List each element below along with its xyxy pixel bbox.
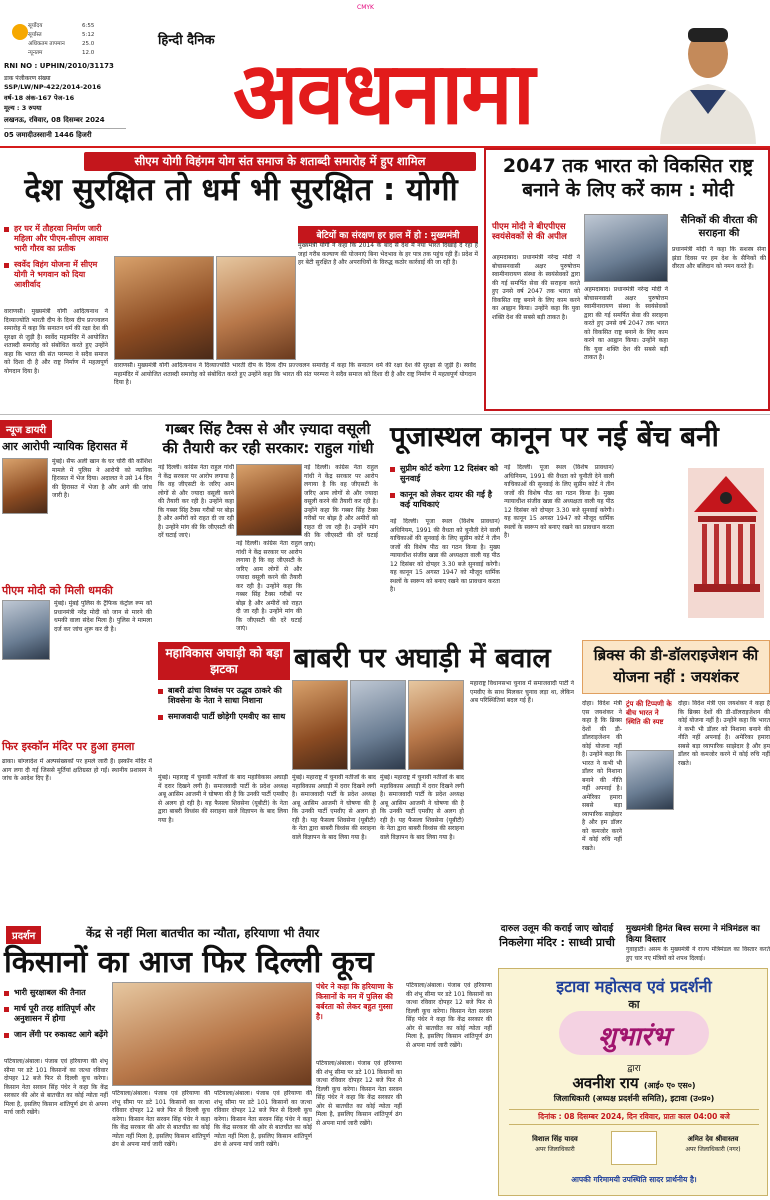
pooja-body: नई दिल्ली। पूजा स्थल (विशेष प्रावधान) अधिनियम, 1991 की वैधता को चुनौती देने वाली याचिकाओं की सुनवाई के लिए सुप्रीम कोर्ट ने तीन जजों की विशेष पीठ का गठन किया है। मुख्य न्यायाधीश संजीव खन्ना की अध्यक्षता वाली यह पीठ 12 दिसंबर को दोपहर 3.30 बजे सुनवाई करेगी। यह कानून 15 अगस्त 1947 को मौजूद धार्मिक स्थलों के स्वरूप को बनाए रखने का प्रावधान करता है। (390, 518, 500, 593)
farmers-story (0, 924, 490, 1200)
news-diary-tag: न्यूज डायरी (0, 420, 52, 438)
weather-value: 5:12 (82, 32, 95, 38)
babri-bullets (158, 686, 288, 728)
issue-info: वर्ष-18 अंक-167 पेज-16 (4, 94, 75, 102)
babri-body-2: मुंबई। महाराष्ट्र में चुनावी नतीजों के बाद महाविकास अघाड़ी में दरार दिखने लगी है। समाजवादी पार्टी के प्रदेश अध्यक्ष अबू आसिम आजमी ने घोषणा की है कि उनकी पार्टी एमवीए से अलग हो रही है। यह फैसला शिवसेना (यूबीटी) के नेता द्वारा बाबरी विध्वंस की सराहना वाले विज्ञापन के बाद लिया गया है। (292, 774, 376, 841)
diary-item-text: मुंबई। मुंबई पुलिस के ट्रैफिक कंट्रोल रूम को प्रधानमंत्री नरेंद्र मोदी को जान से मारने की धमकी वाला संदेश मिला है। पुलिस ने मामला दर्ज कर जांच शुरू कर दी है। (54, 600, 152, 633)
babri-story (158, 640, 578, 922)
gabbar-headline: गब्बर सिंह टैक्स से और ज़्यादा वसूली की तैयारी कर रही सरकार: राहुल गांधी (162, 420, 374, 457)
ad-name-line (499, 1073, 769, 1093)
ad-name-suffix: (आई० ए० एस०) (643, 1081, 696, 1090)
babri-body: मुंबई। महाराष्ट्र में चुनावी नतीजों के बाद महाविकास अघाड़ी में दरार दिखने लगी है। समाजवादी पार्टी के प्रदेश अध्यक्ष अबू आसिम आजमी ने घोषणा की है कि उनकी पार्टी एमवीए से अलग हो रही है। यह फैसला शिवसेना (यूबीटी) के नेता द्वारा बाबरी विध्वंस की सराहना वाले विज्ञापन के बाद लिया गया है। (158, 774, 288, 824)
farmers-bullet: मार्च पूरी तरह शांतिपूर्ण और अनुशासन में होगा (4, 1004, 108, 1024)
modi-body: अहमदाबाद। प्रधानमंत्री नरेन्द्र मोदी ने बोचासनवासी अक्षर पुरुषोत्तम स्वामीनारायण संस्था के स्वयंसेवकों द्वारा की गई समर्पित सेवा की सराहना करते हुए उनसे वर्ष 2047 तक भारत को विकसित राष्ट्र बनाने के लिए काम करने का आह्वान किया। उन्होंने कहा कि युवा शक्ति देश की सबसे बड़ी ताकत है। (492, 254, 580, 321)
postal-label: डाक पंजीकरण संख्या (4, 75, 51, 82)
mukh-headline: मुख्यमंत्री हिमंत बिस्व सरमा ने मंत्रिमंडल का किया विस्तार (626, 924, 760, 945)
weather-label: न्यूनतम (28, 50, 43, 56)
gabbar-body: नई दिल्ली। कांग्रेस नेता राहुल गांधी ने केंद्र सरकार पर आरोप लगाया है कि वह जीएसटी के जरिए आम लोगों से और ज्यादा वसूली करने की तैयारी कर रही है। उन्होंने कहा कि गब्बर सिंह टैक्स गरीबों पर बोझ है और अमीरों को राहत दी जा रही है। उन्होंने मांग की कि जीएसटी की दरें घटाई जाएं। (158, 464, 234, 539)
gavel-photo (2, 458, 48, 514)
hijri-date: 05 जमादीउस्सानी 1446 हिजरी (4, 128, 126, 140)
tagline: हिन्दी दैनिक (158, 33, 215, 48)
farmers-kicker: केंद्र से नहीं मिला बातचीत का न्यौता, हरियाणा भी तैयार (86, 926, 320, 940)
assam-cabinet-story (626, 924, 770, 964)
akhilesh-photo (292, 680, 348, 770)
farmers-tag: प्रदर्शन (6, 926, 41, 944)
diary-item-title: पीएम मोदी को मिली धमकी (2, 584, 113, 597)
modi-subhead: पीएम मोदी ने बीएपीएस स्वयंसेवकों से की अपील (492, 222, 567, 242)
section-rule (0, 414, 770, 415)
lead-kicker: सीएम योगी विहंगम योग संत समाज के शताब्दी समारोह में हुए शामिल (84, 152, 476, 171)
supreme-court-illustration (618, 458, 768, 628)
modi-story (484, 148, 770, 411)
ad-footer: आपकी गरिमामयी उपस्थिति सादर प्रार्थनीय है। (571, 1175, 697, 1184)
jaishankar-photo (626, 750, 674, 810)
threat-photo (2, 600, 50, 660)
babri-label: महाविकास अघाड़ी को बड़ा झटका (158, 642, 290, 680)
diary-item-text: मुंबई। सैफ अली खान के घर चोरी की कोशिश मामले में पुलिस ने आरोपी को न्यायिक हिरासत में भेज दिया। अदालत ने उसे 14 दिन की हिरासत में भेजा है और आगे की जांच जारी है। (52, 458, 152, 499)
farmers-headline: किसानों का आज फिर दिल्ली कूच (4, 945, 374, 980)
pooja-bullets (390, 464, 500, 516)
weather-value: 12.0 (82, 50, 95, 56)
farmers-photo (112, 982, 312, 1086)
dateline: लखनऊ, रविवार, 08 दिसम्बर 2024 (4, 116, 105, 124)
ad-left-sign: विशाल सिंह यादव (532, 1135, 578, 1143)
gabbar-story (158, 418, 378, 638)
babri-quote: महाराष्ट्र विधानसभा चुनाव में समाजवादी पार्टी ने एमवीए के साथ मिलकर चुनाव लड़ा था, लेकिन अब परिस्थितियां बदल गई हैं। (470, 680, 574, 704)
lead-subhead: बेटियों का संरक्षण हर हाल में हो : मुख्यमंत्री (298, 226, 478, 243)
babri-headline: बाबरी पर अघाड़ी में बवाल (294, 643, 551, 674)
diary-item-title: फिर इस्कॉन मंदिर पर हुआ हमला (2, 740, 135, 753)
farmers-quote: पंधेर ने कहा कि हरियाणा के किसानों के मन में पुलिस की बर्बरता को लेकर बहुत गुस्सा है। (316, 982, 393, 1021)
farmers-bullets (4, 988, 108, 1046)
masthead (0, 0, 770, 150)
azmi-photo (408, 680, 464, 770)
rahul-photo (236, 464, 302, 536)
uddhav-photo (350, 680, 406, 770)
ceremony-photo (216, 256, 296, 360)
brics-body: दोहा। विदेश मंत्री एस जयशंकर ने कहा है कि ब्रिक्स देशों की डी-डॉलराइजेशन की कोई योजना नहीं है। उन्होंने कहा कि भारत ने कभी भी डॉलर को निशाना बनाने की नीति नहीं अपनाई है। अमेरिका हमारा सबसे बड़ा व्यापारिक साझेदार है और हम डॉलर को कमजोर करने में कोई रुचि नहीं रखते। (582, 700, 622, 852)
farmers-bullet: भारी सुरक्षाबल की तैनात (4, 988, 108, 998)
farmers-body-3: पटियाला/अंबाला। पंजाब एवं हरियाणा की शंभू सीमा पर डटे 101 किसानों का जत्था रविवार दोपहर 12 बजे फिर से दिल्ली कूच करेगा। किसान नेता सरवन सिंह पंधेर ने कहा कि केंद्र सरकार की ओर से बातचीत का कोई न्योता नहीं मिला है, इसलिए किसान शांतिपूर्ण ढंग से अपना मार्च जारी रखेंगे। (214, 1090, 312, 1148)
modi-body-2: अहमदाबाद। प्रधानमंत्री नरेन्द्र मोदी ने बोचासनवासी अक्षर पुरुषोत्तम स्वामीनारायण संस्था के स्वयंसेवकों द्वारा की गई समर्पित सेवा की सराहना करते हुए उनसे वर्ष 2047 तक भारत को विकसित राष्ट्र बनाने के लिए काम करने का आह्वान किया। उन्होंने कहा कि युवा शक्ति देश की सबसे बड़ी ताकत है। (584, 286, 668, 361)
ad-sub: का (628, 998, 640, 1011)
ad-left-role: अपर जिलाधिकारी (535, 1146, 575, 1153)
lead-bullet: स्वर्वेद विहंग योजना में सीएम योगी ने भगवान को दिया आशीर्वाद (4, 260, 110, 290)
news-diary (0, 418, 154, 918)
gabbar-body-2: नई दिल्ली। कांग्रेस नेता राहुल गांधी ने केंद्र सरकार पर आरोप लगाया है कि वह जीएसटी के जरिए आम लोगों से और ज्यादा वसूली करने की तैयारी कर रही है। उन्होंने कहा कि गब्बर सिंह टैक्स गरीबों पर बोझ है और अमीरों को राहत दी जा रही है। उन्होंने मांग की कि जीएसटी की दरें घटाई जाएं। (304, 464, 378, 548)
farmers-body: पटियाला/अंबाला। पंजाब एवं हरियाणा की शंभू सीमा पर डटे 101 किसानों का जत्था रविवार दोपहर 12 बजे फिर से दिल्ली कूच करेगा। किसान नेता सरवन सिंह पंधेर ने कहा कि केंद्र सरकार की ओर से बातचीत का कोई न्योता नहीं मिला है, इसलिए किसान शांतिपूर्ण ढंग से अपना मार्च जारी रखेंगे। (4, 1058, 108, 1116)
etawah-mahotsav-ad (498, 968, 768, 1196)
ad-role: जिलाधिकारी (अध्यक्ष प्रदर्शनी समिति), इटावा (उ०प्र०) (553, 1094, 715, 1103)
postal-number: SSP/LW/NP-422/2014-2016 (4, 83, 101, 91)
weather-label: अधिकतम तापमान (28, 41, 65, 47)
newspaper-logo: अवधनामा (232, 42, 534, 144)
babri-bullet: बाबरी ढांचा विध्वंस पर उद्धव ठाकरे की शिवसेना के नेता ने साधा निशाना (158, 686, 288, 706)
ad-name: अवनीश राय (572, 1074, 639, 1092)
lead-body-2: मुख्यमंत्री योगी ने कहा कि 2014 के बाद से देश में नया भारत दिखाई दे रहा है जहां गरीब कल्याण की योजनाएं बिना भेदभाव के हर पात्र तक पहुंच रही हैं। प्रदेश में हर बेटी सुरक्षित है और अपराधियों के विरुद्ध कठोर कार्रवाई की जा रही है। (298, 242, 478, 266)
ad-right-role: अपर जिलाधिकारी (नगर) (685, 1146, 741, 1153)
lead-bullets (4, 224, 110, 296)
lead-story (0, 148, 480, 411)
modi-right-subhead: सैनिकों की वीरता की सराहना की (680, 215, 758, 239)
brics-story (582, 640, 770, 922)
price: मूल्य : 3 रुपया (4, 104, 42, 112)
brics-body-2: दोहा। विदेश मंत्री एस जयशंकर ने कहा है कि ब्रिक्स देशों की डी-डॉलराइजेशन की कोई योजना नहीं है। उन्होंने कहा कि भारत ने कभी भी डॉलर को निशाना बनाने की नीति नहीं अपनाई है। अमेरिका हमारा सबसे बड़ा व्यापारिक साझेदार है और हम डॉलर को कमजोर करने में कोई रुचि नहीं रखते। (678, 700, 770, 767)
ad-date: दिनांक : 08 दिसम्बर 2024, दिन रविवार, प्रातः काल 04:00 बजे (509, 1109, 759, 1125)
weather-value: 25.0 (82, 41, 95, 47)
diary-item-title: आर आरोपी न्यायिक हिरासत में (2, 440, 128, 453)
weather-box (28, 22, 94, 58)
pooja-bullet: कानून को लेकर दायर की गई है कई याचिकाएं (390, 490, 500, 510)
pooja-body-2: नई दिल्ली। पूजा स्थल (विशेष प्रावधान) अधिनियम, 1991 की वैधता को चुनौती देने वाली याचिकाओं की सुनवाई के लिए सुप्रीम कोर्ट ने तीन जजों की विशेष पीठ का गठन किया है। मुख्य न्यायाधीश संजीव खन्ना की अध्यक्षता वाली यह पीठ 12 दिसंबर को दोपहर 3.30 बजे सुनवाई करेगी। यह कानून 15 अगस्त 1947 को मौजूद धार्मिक स्थलों के स्वरूप को बनाए रखने का प्रावधान करता है। (504, 464, 614, 539)
darul-uloom-story (492, 924, 622, 964)
modi-photo (584, 214, 668, 282)
babri-body-3: मुंबई। महाराष्ट्र में चुनावी नतीजों के बाद महाविकास अघाड़ी में दरार दिखने लगी है। समाजवादी पार्टी के प्रदेश अध्यक्ष अबू आसिम आजमी ने घोषणा की है कि उनकी पार्टी एमवीए से अलग हो रही है। यह फैसला शिवसेना (यूबीटी) के नेता द्वारा बाबरी विध्वंस की सराहना वाले विज्ञापन के बाद लिया गया है। (380, 774, 464, 841)
gabbar-body-3: नई दिल्ली। कांग्रेस नेता राहुल गांधी ने केंद्र सरकार पर आरोप लगाया है कि वह जीएसटी के जरिए आम लोगों से और ज्यादा वसूली करने की तैयारी कर रही है। उन्होंने कहा कि गब्बर सिंह टैक्स गरीबों पर बोझ है और अमीरों को राहत दी जा रही है। उन्होंने मांग की कि जीएसटी की दरें घटाई जाएं। (236, 540, 302, 632)
mukh-text: गुवाहाटी। असम के मुख्यमंत्री ने राज्य मंत्रिमंडल का विस्तार करते हुए चार नए मंत्रियों को शपथ दिलाई। (626, 946, 770, 962)
lead-body: वाराणसी। मुख्यमंत्री योगी आदित्यनाथ ने दिव्याज्योति भारती दीप के दिव्य दीप प्रज्ज्वलन समारोह में कहा कि सनातन धर्म की रक्षा देश की सुरक्षा से जुड़ी है। स्वर्वेद महामंदिर में आयोजित शताब्दी समारोह को संबोधित करते हुए उन्होंने कहा कि भारत की संत परम्परा ने सदैव समाज को दिशा दी है और राष्ट्र निर्माण में महत्वपूर्ण योगदान दिया है। (4, 308, 108, 375)
darul-kicker: दारुल उलूम की कराई जाए खोदाई (500, 924, 614, 934)
places-of-worship-story (386, 418, 770, 633)
rni-number: RNI NO : UPHIN/2010/31173 (4, 62, 114, 70)
weather-value: 6:55 (82, 23, 95, 29)
yogi-photo (114, 256, 214, 360)
darul-headline: निकलेगा मंदिर : साध्वी प्राची (499, 936, 615, 949)
weather-label: सूर्यास्त (28, 32, 42, 38)
ad-script: शुभारंभ (598, 1022, 670, 1052)
brics-headline: ब्रिक्स की डी-डॉलराइजेशन की योजना नहीं : जयशंकर (593, 646, 759, 686)
lead-bullet: हर घर में तौहरवा निर्माण जारी महिला और पीएम-सीएम आवास भारी गौरव का प्रतीक (4, 224, 110, 254)
babri-bullet: समाजवादी पार्टी छोड़ेगी एमवीए का साथ (158, 712, 288, 722)
ad-title: इटावा महोत्सव एवं प्रदर्शनी (556, 977, 712, 996)
ad-right-sign: अमित देव श्रीवास्तव (687, 1135, 739, 1143)
weather-label: सूर्योदय (28, 23, 43, 29)
lead-body-3: वाराणसी। मुख्यमंत्री योगी आदित्यनाथ ने दिव्याज्योति भारती दीप के दिव्य दीप प्रज्ज्वलन समारोह में कहा कि सनातन धर्म की रक्षा देश की सुरक्षा से जुड़ी है। स्वर्वेद महामंदिर में आयोजित शताब्दी समारोह को संबोधित करते हुए उन्होंने कहा कि भारत की संत परम्परा ने सदैव समाज को दिशा दी है और राष्ट्र निर्माण में महत्वपूर्ण योगदान दिया है। (114, 362, 476, 386)
diary-item-text: ढाका। बांग्लादेश में अल्पसंख्यकों पर हमले जारी हैं। इस्कॉन मंदिर में आग लगा दी गई जिससे मूर्तियां क्षतिग्रस्त हो गईं। स्थानीय प्रशासन ने जांच के आदेश दिए हैं। (2, 758, 152, 782)
district-logo (611, 1131, 657, 1165)
farmers-body-5: पटियाला/अंबाला। पंजाब एवं हरियाणा की शंभू सीमा पर डटे 101 किसानों का जत्था रविवार दोपहर 12 बजे फिर से दिल्ली कूच करेगा। किसान नेता सरवन सिंह पंधेर ने कहा कि केंद्र सरकार की ओर से बातचीत का कोई न्योता नहीं मिला है, इसलिए किसान शांतिपूर्ण ढंग से अपना मार्च जारी रखेंगे। (406, 982, 492, 1049)
modi-headline: 2047 तक भारत को विकसित राष्ट्र बनाने के लिए करें काम : मोदी (502, 155, 754, 201)
brics-caption: ट्रंप की टिप्पणी के बीच भारत ने स्थिति की स्पष्ट (626, 700, 672, 726)
lead-headline: देश सुरक्षित तो धर्म भी सुरक्षित : योगी (24, 172, 458, 208)
cmyk-marker: CMYK (357, 4, 374, 11)
farmers-body-2: पटियाला/अंबाला। पंजाब एवं हरियाणा की शंभू सीमा पर डटे 101 किसानों का जत्था रविवार दोपहर 12 बजे फिर से दिल्ली कूच करेगा। किसान नेता सरवन सिंह पंधेर ने कहा कि केंद्र सरकार की ओर से बातचीत का कोई न्योता नहीं मिला है, इसलिए किसान शांतिपूर्ण ढंग से अपना मार्च जारी रखेंगे। (112, 1090, 210, 1148)
editor-portrait (650, 14, 765, 144)
pooja-headline: पूजास्थल कानून पर नई बेंच बनी (390, 420, 719, 453)
farmers-bullet: जान लेंगी पर रुकावट आगे बढ़ेंगे (4, 1030, 108, 1040)
farmers-body-4: पटियाला/अंबाला। पंजाब एवं हरियाणा की शंभू सीमा पर डटे 101 किसानों का जत्था रविवार दोपहर 12 बजे फिर से दिल्ली कूच करेगा। किसान नेता सरवन सिंह पंधेर ने कहा कि केंद्र सरकार की ओर से बातचीत का कोई न्योता नहीं मिला है, इसलिए किसान शांतिपूर्ण ढंग से अपना मार्च जारी रखेंगे। (316, 1060, 402, 1127)
ad-by: द्वारा (627, 1064, 641, 1074)
sun-icon (12, 24, 28, 40)
pooja-bullet: सुप्रीम कोर्ट करेगा 12 दिसंबर को सुनवाई (390, 464, 500, 484)
modi-body-3: प्रधानमंत्री मोदी ने कहा कि सशस्त्र सेना झंडा दिवस पर हम देश के सैनिकों की वीरता और बलिदान को नमन करते हैं। (672, 246, 766, 270)
